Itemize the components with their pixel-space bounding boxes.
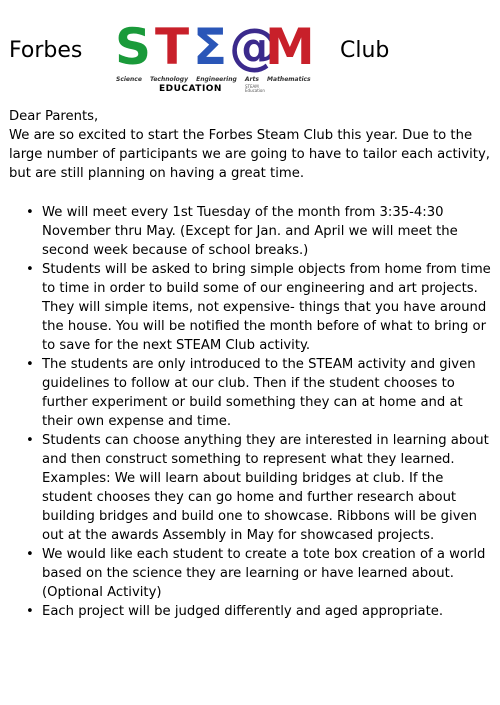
logo-word-engineering: Engineering bbox=[196, 76, 237, 83]
logo-letter-sigma: Σ bbox=[193, 18, 228, 76]
logo-letter-s: S bbox=[115, 18, 152, 76]
bullet-icon: • bbox=[26, 262, 34, 277]
list-item-text: Students can choose anything they are interested in learning about and then construct something to represent what they learned. Examples: We will learn about building bridges at club. If the student chooses they can go home and further research about building bridges and build one to showcase. Ribbons will be given out at the awards Assembly in May for showcased projects. bbox=[42, 433, 489, 543]
logo-letter-at: @ bbox=[229, 18, 279, 76]
list-item-text: We will meet every 1st Tuesday of the month from 3:35-4:30 November thru May. (Except for Jan. and April we will meet the second week because of school breaks.) bbox=[42, 205, 458, 258]
list-item bbox=[9, 260, 495, 355]
bullet-icon: • bbox=[26, 433, 34, 448]
logo-mark: STEAM Education bbox=[245, 84, 265, 93]
bullet-list bbox=[9, 203, 495, 621]
header-forbes: Forbes bbox=[9, 38, 83, 63]
letter-body bbox=[9, 107, 495, 621]
bullet-icon: • bbox=[26, 604, 34, 619]
logo-letter-t: T bbox=[155, 18, 190, 76]
logo-word-arts: Arts bbox=[244, 76, 259, 83]
logo-word-technology: Technology bbox=[150, 76, 188, 83]
intro-paragraph: We are so excited to start the Forbes Steam Club this year. Due to the large number of participants we are going to have to tailor each activity, but are still planning on having a great time. bbox=[9, 128, 490, 181]
logo-subtitle bbox=[113, 76, 311, 83]
logo-word-mathematics: Mathematics bbox=[267, 76, 311, 83]
list-item bbox=[9, 431, 495, 545]
steam-education-logo bbox=[113, 18, 315, 96]
logo-letter-m: M bbox=[265, 18, 315, 76]
list-item bbox=[9, 602, 495, 621]
bullet-icon: • bbox=[26, 357, 34, 372]
logo-word-science: Science bbox=[116, 76, 142, 83]
list-item bbox=[9, 355, 495, 431]
list-item-text: Each project will be judged differently and aged appropriate. bbox=[42, 604, 444, 619]
list-item-text: We would like each student to create a tote box creation of a world based on the science they are learning or have learned about. (Optional Activity) bbox=[42, 547, 486, 600]
greeting: Dear Parents, bbox=[9, 109, 99, 124]
bullet-icon: • bbox=[26, 547, 34, 562]
list-item bbox=[9, 203, 495, 260]
list-item-text: Students will be asked to bring simple objects from home from time to time in order to build some of our engineering and art projects. They will simple items, not expensive- things that you have around the house. You will be notified the month before of what to bring or to save for the next STEAM Club activity. bbox=[42, 262, 491, 353]
logo-letters bbox=[113, 18, 315, 76]
letter-header bbox=[0, 0, 500, 100]
list-item-text: The students are only introduced to the STEAM activity and given guidelines to follow at our club. Then if the student chooses to further experiment or build something they can at home and at their own expense and time. bbox=[42, 357, 476, 429]
bullet-icon: • bbox=[26, 205, 34, 220]
header-club: Club bbox=[340, 38, 390, 63]
logo-education: EDUCATION bbox=[159, 84, 222, 94]
list-item bbox=[9, 545, 495, 602]
